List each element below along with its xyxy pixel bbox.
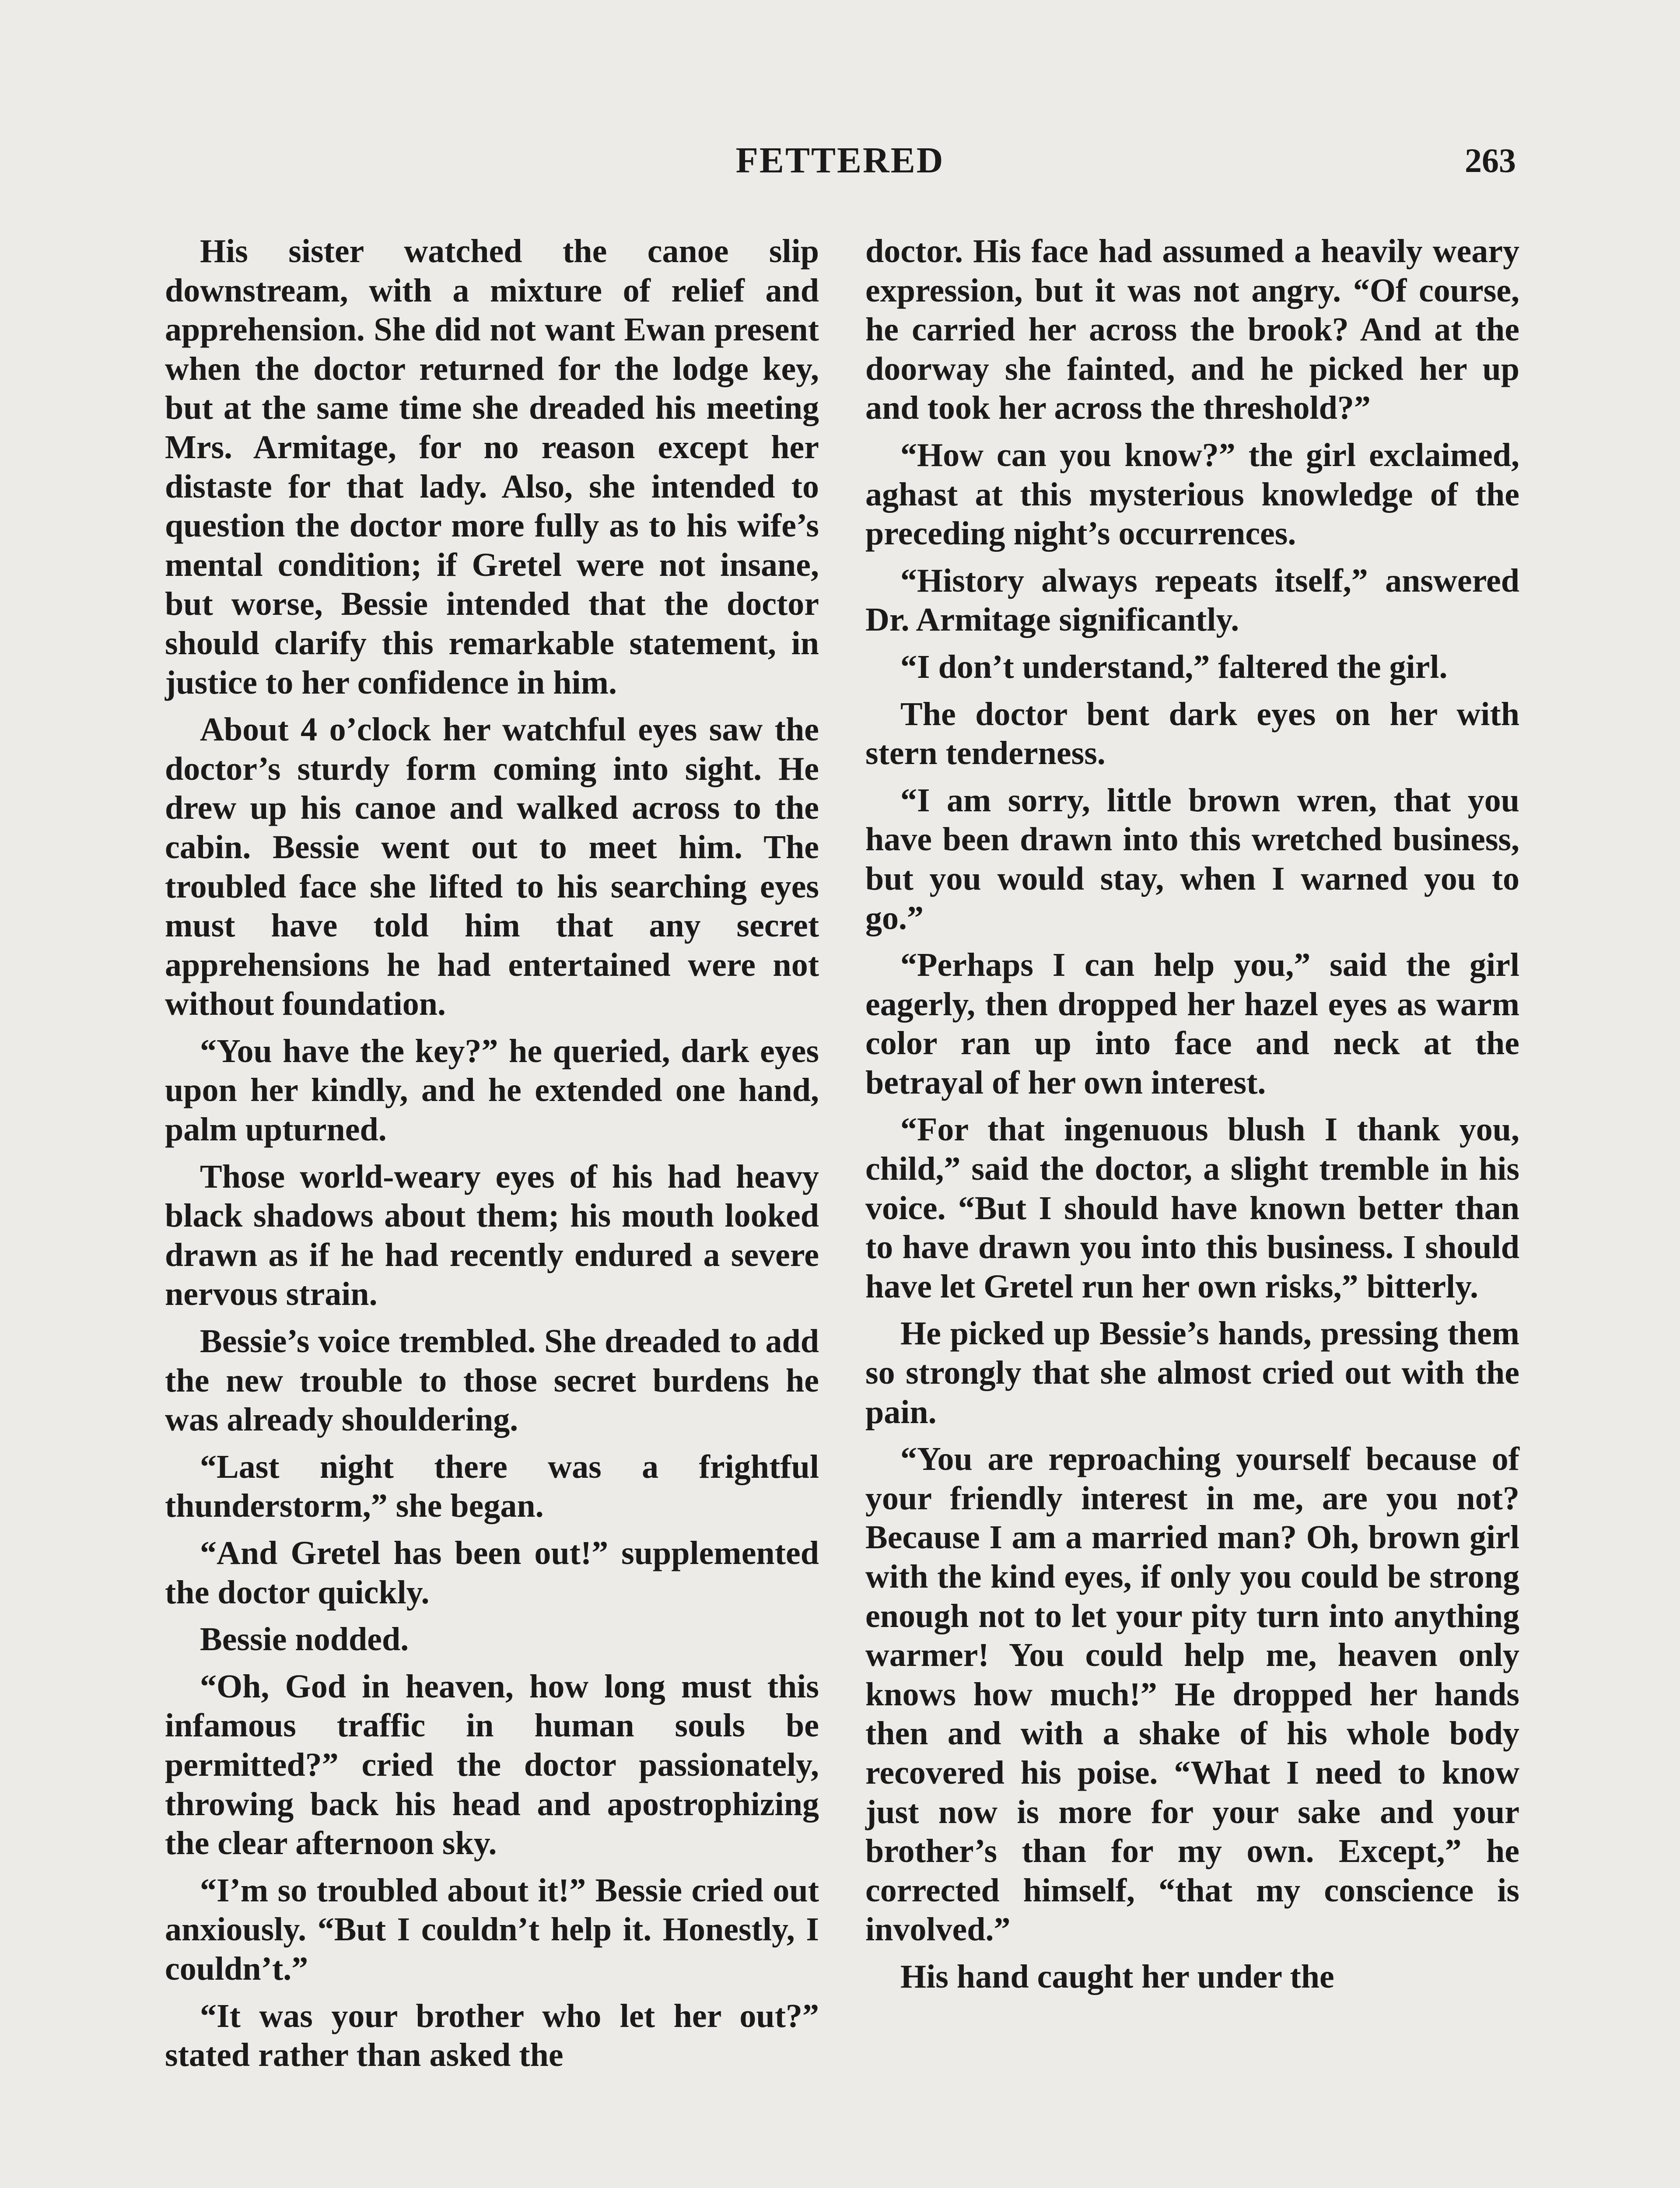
running-title: FETTERED [735,140,945,181]
paragraph: “You are reproaching yourself because of your friendly interest in me, are you not? Because I am a married man? Oh, brown girl with the kind eyes, if only you could be strong enough not to let your pity turn into anything warmer! You could help me, heaven only knows how much!” He dropped her hands then and with a shake of his whole body recovered his poise. “What I need to know just now is more for your sake and your brother’s than for my own. Except,” he corrected himself, “that my conscience is involved.” [865,1441,1519,1948]
paragraph: Bessie nodded. [200,1621,409,1658]
paragraph: About 4 o’clock her watchful eyes saw the doctor’s sturdy form coming into sight. He drew up his canoe and walked across to the cabin. Bessie went out to meet him. The troubled face she lifted to his searching eyes must have told him that any secret apprehensions he had entertained were not without foundation. [165,711,819,1023]
paragraph: He picked up Bessie’s hands, pressing them so strongly that she almost cried out with the pain. [865,1315,1519,1431]
left-column [165,232,819,2083]
paragraph: Bessie’s voice trembled. She dreaded to add the new trouble to those secret burdens he was already shouldering. [165,1323,819,1438]
paragraph: “History always repeats itself,” answered Dr. Armitage significantly. [865,562,1519,638]
paragraph: “Oh, God in heaven, how long must this infamous traffic in human souls be permitted?” cried the doctor passionately, throwing back his head and apostrophizing the clear afternoon sky. [165,1668,819,1862]
paragraph: “For that ingenuous blush I thank you, child,” said the doctor, a slight tremble in his voice. “But I should have known better than to have drawn you into this business. I should have let Gretel run her own risks,” bitterly. [865,1111,1519,1305]
paragraph: “I don’t understand,” faltered the girl. [900,648,1448,685]
paragraph: “You have the key?” he queried, dark eyes upon her kindly, and he extended one hand, palm upturned. [165,1032,819,1148]
paragraph: The doctor bent dark eyes on her with stern tenderness. [865,695,1519,772]
right-column [865,232,1519,2005]
paragraph: “I am sorry, little brown wren, that you have been drawn into this wretched business, but you would stay, when I warned you to go.” [865,782,1519,936]
paragraph-continued: doctor. His face had assumed a heavily weary expression, but it was not angry. “Of course, he carried her across the brook? And at the doorway she fainted, and he picked her up and took her across the threshold?” [865,233,1519,427]
paragraph: “And Gretel has been out!” supplemented the doctor quickly. [165,1535,819,1611]
page-number: 263 [1465,141,1516,179]
paragraph: His hand caught her under the [900,1958,1334,1995]
page-header [0,137,1680,185]
paragraph: “It was your brother who let her out?” stated rather than asked the [165,1997,819,2074]
paragraph: “Perhaps I can help you,” said the girl eagerly, then dropped her hazel eyes as warm color ran up into face and neck at the betrayal of her own interest. [865,947,1519,1101]
paragraph: “Last night there was a frightful thunderstorm,” she began. [165,1448,819,1525]
paragraph: “I’m so troubled about it!” Bessie cried out anxiously. “But I couldn’t help it. Honestly, I couldn’t.” [165,1872,819,1987]
paragraph: “How can you know?” the girl exclaimed, aghast at this mysterious knowledge of the preceding night’s occurrences. [865,436,1519,552]
paragraph: Those world-weary eyes of his had heavy black shadows about them; his mouth looked drawn as if he had recently endured a severe nervous strain. [165,1158,819,1313]
paragraph: His sister watched the canoe slip downstream, with a mixture of relief and apprehension. She did not want Ewan present when the doctor returned for the lodge key, but at the same time she dreaded his meeting Mrs. Armitage, for no reason except her distaste for that lady. Also, she intended to question the doctor more fully as to his wife’s mental condition; if Gretel were not insane, but worse, Bessie intended that the doctor should clarify this remarkable statement, in justice to her confidence in him. [165,233,819,701]
